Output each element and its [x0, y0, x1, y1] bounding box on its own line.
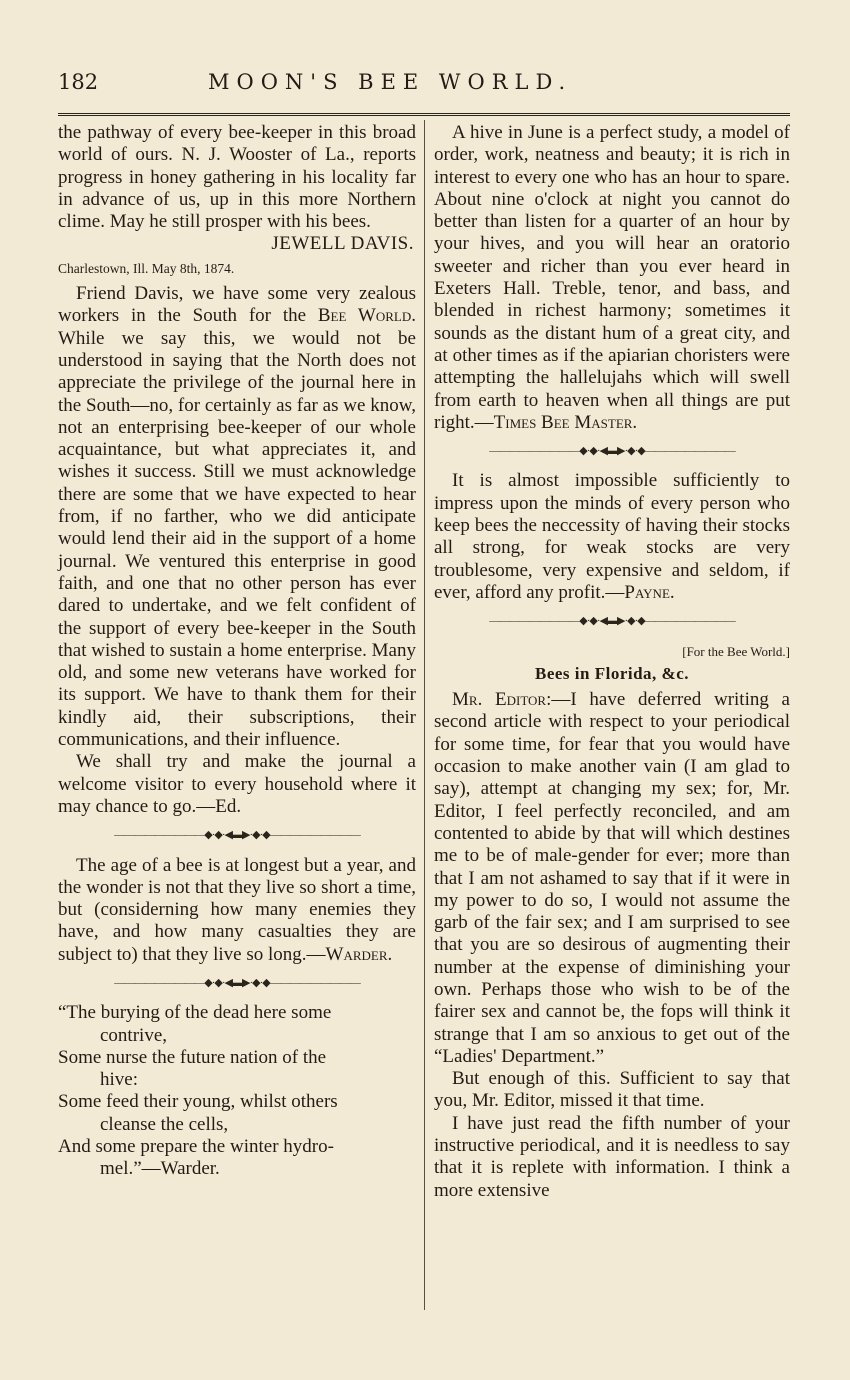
signature: JEWELL DAVIS.	[271, 233, 414, 255]
right-column	[434, 122, 790, 1202]
paragraph: I have just read the fifth number of your instructive periodical, and it is needless to say that it is replete with information. I think a more extensive	[434, 1112, 790, 1201]
page-header	[58, 70, 792, 102]
ornament-divider: —————————◆·◆·◀▬▶·◆·◆—————————	[489, 445, 735, 458]
left-column	[58, 122, 416, 1181]
paragraph: Mr. Editor:—I have deferred writing a second article with respect to your periodical for some time, for fear that you would have occasion to make another vain (I am glad to say), attempt at changing my sex; for, Mr. Editor, I feel perfectly reconciled, and am contented to abide by that will which destines me to be of male-gender for ever; more than that I am not ashamed to say that if it were in my power to do so, I would not assume the garb of the fair sex; and I am surprised to see that you are so desirous of augmenting their number at the expense of diminishing your own. Perhaps those who wish to be of the fairer sex and cannot be, the fops will think it strange that I am so anxious to get out of the “Ladies' Department.”	[434, 689, 790, 1067]
article-heading: Bees in Florida, &c.	[534, 663, 689, 683]
paragraph: But enough of this. Sufficient to say that you, Mr. Editor, missed it that time.	[434, 1068, 790, 1112]
column-divider	[424, 120, 425, 1310]
small-caps-bee-world: Bee World.	[317, 305, 416, 327]
verse-block	[58, 1002, 416, 1180]
editor-reply-paragraph: Friend Davis, we have some very zealous workers in the South for the Bee World. While we say this, we would not be understood in saying that the North does not appreciate the privilege of the journal here in the South—no, for certainly as far as we know, not an enterprising bee-keeper of our whole acquaintance, but what appreciates it, and wishes it success. Still we must acknowledge there are some that we have expected to hear from, if no farther, who we did anticipate would lend their aid in the support of a home journal. We ventured this enterprise in good faith, and one that no other person has ever dared to undertake, and we felt confident of the support of every bee-keeper in the South that wished to sustain a home enterprise. Many old, and some new veterans have worked for its support. We have to thank them for their kindly aid, their subscriptions, their communications, and their influence.	[58, 283, 416, 751]
paragraph: the pathway of every bee-keeper in this broad world of ours. N. J. Wooster of La., reports progress in honey gathering in his locality far in advance of us, up in this more Northern clime. May he still prosper with his bees.	[58, 122, 416, 233]
article-attribution: [For the Bee World.]	[682, 643, 790, 659]
verse-line: Some nurse the future nation of the	[58, 1046, 327, 1068]
verse-line-cont: hive:	[100, 1069, 138, 1091]
paragraph: The age of a bee is at longest but a year, and the wonder is not that they live so short a time, but (considerning how many enemies they have, and how many casualties they are subject to) that they live so long.—Warder.	[58, 854, 416, 965]
dateline: Charlestown, Ill. May 8th, 1874.	[58, 260, 235, 276]
verse-line-cont: mel.”—Warder.	[100, 1158, 220, 1180]
ornament-divider: —————————◆·◆·◀▬▶·◆·◆—————————	[114, 829, 360, 842]
verse-line: And some prepare the winter hydro-	[58, 1136, 334, 1158]
ornament-divider: —————————◆·◆·◀▬▶·◆·◆—————————	[489, 615, 735, 628]
paragraph: A hive in June is a perfect study, a model of order, work, neatness and beauty; it is rich in interest to every one who has an hour to spare. About nine o'clock at night you cannot do better than listen for a quarter of an hour by your hives, and you will hear an oratorio sweeter and richer than you ever heard in Exeters Hall. Treble, tenor, and bass, and blended in richest harmony; sometimes it sounds as the distant hum of a great city, and at other times as if the apiarian choristers were attempting the hallelujahs which will swell from earth to heaven when all things are put right.—Times Bee Master.	[434, 122, 790, 433]
running-title: MOON'S BEE WORLD.	[208, 70, 573, 94]
header-rule	[58, 113, 790, 116]
verse-line: Some feed their young, whilst others	[58, 1091, 338, 1113]
verse-line: “The burying of the dead here some	[58, 1002, 332, 1024]
page-number: 182	[58, 70, 99, 94]
ornament-divider: —————————◆·◆·◀▬▶·◆·◆—————————	[114, 976, 360, 989]
paragraph: We shall try and make the journal a welcome visitor to every household where it may chance to go.—Ed.	[58, 751, 416, 817]
verse-line-cont: contrive,	[100, 1024, 168, 1046]
verse-line-cont: cleanse the cells,	[100, 1113, 229, 1135]
paragraph: It is almost impossible sufficiently to impress upon the minds of every person who keep bees the neccessity of having their stocks all strong, for weak stocks are very troublesome, very expensive and seldom, if ever, afford any profit.—Payne.	[434, 470, 790, 603]
